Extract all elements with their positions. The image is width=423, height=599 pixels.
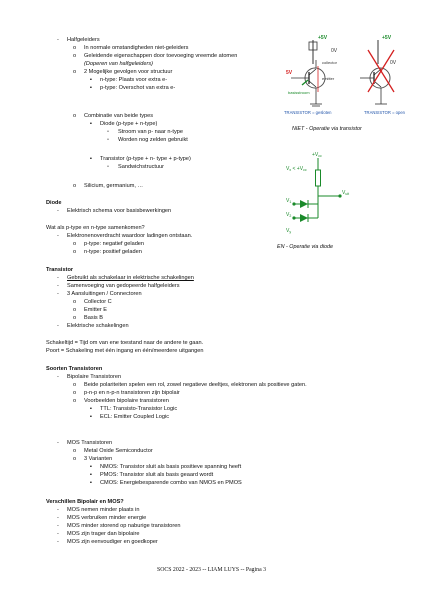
open-label: TRANSISTOR = open <box>364 110 405 115</box>
bullet: o <box>73 69 77 75</box>
emitter-label: emitter <box>322 76 335 81</box>
en-diode-figure <box>278 148 358 240</box>
bullet: - <box>57 291 59 297</box>
list-item: Emitter E <box>84 307 108 313</box>
list-item: Beide polariteiten spelen een rol, zowel negatieve deeltjes, elektronen als positieve gaten. <box>84 382 307 388</box>
section-heading: Verschillen Bipolair en MOS? <box>46 499 124 505</box>
bullet: - <box>57 531 59 537</box>
vy-label: $V_y$ <box>286 228 292 234</box>
bullet: o <box>73 315 77 321</box>
bullet: ▪ <box>90 77 92 83</box>
list-item: Worden nog zelden gebruikt <box>118 137 188 143</box>
basisstroom-label: basisstroom <box>288 90 310 95</box>
bullet: - <box>57 515 59 521</box>
bullet: o <box>73 382 77 388</box>
bullet: - <box>57 523 59 529</box>
bullet: - <box>57 539 59 545</box>
list-item: Sandwichstructuur <box>118 164 165 170</box>
section-heading: Soorten Transistoren <box>46 366 103 372</box>
list-item: Metal Oxide Semiconductor <box>84 448 153 454</box>
list-item: MOS Transistoren <box>67 440 113 446</box>
bullet: o <box>73 307 77 313</box>
section-heading: Diode <box>46 200 62 206</box>
list-item: Elektronenoverdracht waardoor ladingen ontstaan. <box>67 233 193 239</box>
list-item: Samenvoeging van gedopeerde halfgeleiders <box>67 283 180 289</box>
list-item: Combinatie van beide types <box>84 113 154 119</box>
list-item: p-type: Overschot van extra e- <box>100 85 176 91</box>
bullet: ▪ <box>90 414 92 420</box>
bullet: o <box>73 45 77 51</box>
list-item: 3 Aansluitingen / Connectoren <box>67 291 142 297</box>
niet-caption: NIET - Operatie via transistor <box>292 126 362 132</box>
bullet: - <box>57 37 59 43</box>
list-item: Silicium, germanium, … <box>84 183 144 189</box>
page-footer: SOCS 2022 - 2023 -- LIAM LUYS -- Pagina 3 <box>156 567 266 573</box>
list-item: CMOS: Energiebesparende combo van NMOS en PMOS <box>100 480 242 486</box>
list-item: MOS nemen minder plaats in <box>67 507 140 513</box>
vx-vcc-label: $V_x < +V_{cc}$ <box>286 166 307 172</box>
collector-label: collector <box>322 60 337 65</box>
bullet: o <box>73 456 77 462</box>
list-item: TTL: Transisto-Transistor Logic <box>100 406 178 412</box>
list-item: MOS zijn eenvoudiger en goedkoper <box>67 539 158 545</box>
bullet: o <box>73 113 77 119</box>
list-item: Elektrisch schema voor basisbewerkingen <box>67 208 172 214</box>
bullet: ▫ <box>107 137 109 143</box>
bullet: o <box>73 448 77 454</box>
output-0v-right: 0V <box>390 60 397 66</box>
bullet: o <box>73 249 77 255</box>
list-item: Basis B <box>84 315 103 321</box>
bullet: ▪ <box>90 85 92 91</box>
bullet: - <box>57 323 59 329</box>
vout-label: $V_{uit}$ <box>342 190 350 196</box>
bullet: o <box>73 183 77 189</box>
section-heading: Transistor <box>46 267 74 273</box>
closed-label: TRANSISTOR = gesloten <box>284 110 332 115</box>
bullet: ▫ <box>107 129 109 135</box>
list-item: 2 Mogelijke gevolgen voor structuur <box>84 69 173 75</box>
en-caption: EN - Operatie via diode <box>277 244 334 250</box>
input-5v-label: 5V <box>286 70 293 76</box>
list-item: MOS verbruiken minder energie <box>67 515 147 521</box>
paragraph: Schakeltijd = Tijd om van ene toestand naar de andere te gaan. <box>46 340 204 346</box>
list-item: n-type: positief geladen <box>84 249 142 255</box>
list-item: Geleidende eigenschappen door toevoeging vreemde atomen <box>84 53 238 59</box>
list-item: PMOS: Transistor sluit als basis geaard wordt <box>100 472 214 478</box>
bullet: ▪ <box>90 121 92 127</box>
paragraph: Poort = Schakeling met één ingang en één/meerdere uitgangen <box>46 348 204 354</box>
section-item: Halfgeleiders <box>67 37 100 43</box>
list-item: p-type: negatief geladen <box>84 241 145 247</box>
bullet: o <box>73 53 77 59</box>
list-item: 3 Varianten <box>84 456 113 462</box>
bullet: ▪ <box>90 472 92 478</box>
list-item: Bipolaire Transistoren <box>67 374 122 380</box>
list-item: Voorbeelden bipolaire transistoren <box>84 398 169 404</box>
list-item: Stroom van p- naar n-type <box>118 129 183 135</box>
list-item: Gebruikt als schakelaar in elektrische schakelingen <box>67 275 194 281</box>
bullet: ▪ <box>90 156 92 162</box>
list-item: NMOS: Transistor sluit als basis positieve spanning heeft <box>100 464 242 470</box>
list-item: MOS minder storend op naburige transistoren <box>67 523 181 529</box>
plus5v-label: +5V <box>318 35 328 41</box>
list-item: p-n-p en n-p-n transistoren zijn bipolair <box>84 390 180 396</box>
transistor-open-circuit <box>360 35 406 115</box>
bullet: - <box>57 374 59 380</box>
bullet: o <box>73 299 77 305</box>
bullet: ▪ <box>90 406 92 412</box>
list-item: MOS zijn trager dan bipolaire <box>67 531 140 537</box>
niet-transistor-figure <box>282 30 410 120</box>
bullet: - <box>57 233 59 239</box>
bullet: ▪ <box>90 464 92 470</box>
list-item: Transistor (p-type + n- type + p-type) <box>100 156 191 162</box>
bullet: - <box>57 507 59 513</box>
list-item-note: (Doperen van halfgeleiders) <box>84 61 154 67</box>
bullet: - <box>57 208 59 214</box>
bullet: - <box>57 283 59 289</box>
bullet: - <box>57 440 59 446</box>
output-0v-label: 0V <box>331 48 338 54</box>
bullet: ▪ <box>90 480 92 486</box>
list-item: Collector C <box>84 299 112 305</box>
bullet: ▫ <box>107 164 109 170</box>
bullet: - <box>57 275 59 281</box>
bullet: o <box>73 398 77 404</box>
list-item: Elektrische schakelingen <box>67 323 129 329</box>
paragraph: Wat als p-type en n-type samenkomen? <box>46 225 145 231</box>
list-item: Diode (p-type + n-type) <box>100 121 158 127</box>
bullet: o <box>73 241 77 247</box>
transistor-closed-circuit <box>284 35 338 115</box>
list-item: ECL: Emitter Coupled Logic <box>100 414 170 420</box>
v2-label: $V_2$ <box>286 212 292 218</box>
vcc-label: $+V_{cc}$ <box>312 152 322 158</box>
list-item: n-type: Plaats voor extra e- <box>100 77 168 83</box>
plus5v-label-right: +5V <box>382 35 392 41</box>
v1-label: $V_1$ <box>286 198 292 204</box>
bullet: o <box>73 390 77 396</box>
list-item: In normale omstandigheden niet-geleiders <box>84 45 189 51</box>
